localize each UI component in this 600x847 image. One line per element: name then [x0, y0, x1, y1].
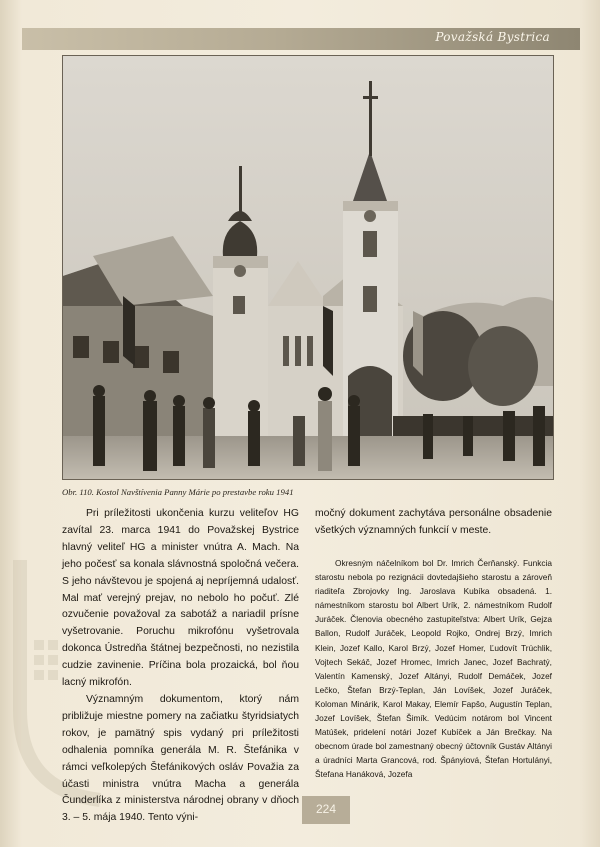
running-header-title: Považská Bystrica	[435, 30, 550, 44]
right-column	[315, 556, 552, 782]
photo-caption: Obr. 110. Kostol Navštívenia Panny Márie po prestavbe roku 1941	[62, 487, 294, 497]
page-number: 224	[315, 802, 337, 816]
left-paragraph: Pri príležitosti ukončenia kurzu veliteľov HG zavítal 23. marca 1941 do Považskej Bystrice hlavný veliteľ HG a minister vnútra A. Mach. Na jeho počesť sa konala slávnostná spoločná večera. S jeho návštevou je spojená aj nepríjemná udalosť. Mal mať verejný prejav, no nebolo ho počuť. Zlé ozvučenie považoval za sabotáž a nariadil prísne vyšetrovanie. Poruchu mikrofónu vyšetrovala dokonca Ústredňa štátnej bezpečnosti, no nezistila cudzie zavinenie. Príčina bola prozaická, bol ňou lacný mikrofón.	[62, 508, 299, 689]
church-photo	[62, 55, 554, 480]
right-continuation-text: močný dokument zachytáva personálne obsadenie všetkých významných funkcií v meste.	[315, 508, 552, 536]
left-column	[62, 506, 299, 827]
left-paragraph: Významným dokumentom, ktorý nám približuje miestne pomery na začiatku štyridsiatych rokov, je pamätný spis vydaný pri príležitosti odhalenia pomníka generála M. R. Štefánika v rámci veľkolepých Štefánikových osláv Považia za účasti ministra vnútra Macha a generála Čunderlíka z ministerstva národnej obrany v dňoch 3. – 5. mája 1940. Tento výni-	[62, 693, 299, 824]
right-column-continuation	[315, 506, 552, 540]
right-paragraph: Okresným náčelníkom bol Dr. Imrich Čerňanský. Funkcia starostu nebola po rezignácii dovtedajšieho starostu a zároveň riaditeľa Zbrojovky Ing. Jaroslava Kubíka obsadená. 1. námestníkom starostu bol Albert Urík, 2. námestníkom Rudolf Juráček. Členovia obecného zastupiteľstva: Albert Urík, Gejza Ballon, Rudolf Juráček, Leopold Rojko, Ondrej Brzý, Imrich Klein, Jozef Kallo, Karol Brzý, Jozef Homer, Ľudovít Trúchlik, Vojtech Sekáč, Jozef Hromec, Imrich Janec, Jozef Bachratý, Valentín Kamenský, Jozef Altányi, Rudolf Demáček, Jozef Lečko, Štefan Brzý-Teplan, Ján Lovíšek, Jozef Juráček, Koloman Minárik, Karol Makay, Elemír Fapšo, Augustín Teplan, Jozef Lovíšek, Štefan Šimík. Vedúcim notárom bol Vincent Matúšek, pridelení notári Jozef Kubíček a Ján Brečkay. Na obecnom úrade bol zamestnaný obecný účtovník Gustáv Altányi a úradníci Marta Grancová, rod. Špányiová, Štefan Hortulányi, Štefana Hanáková, Jozefa	[315, 558, 552, 780]
